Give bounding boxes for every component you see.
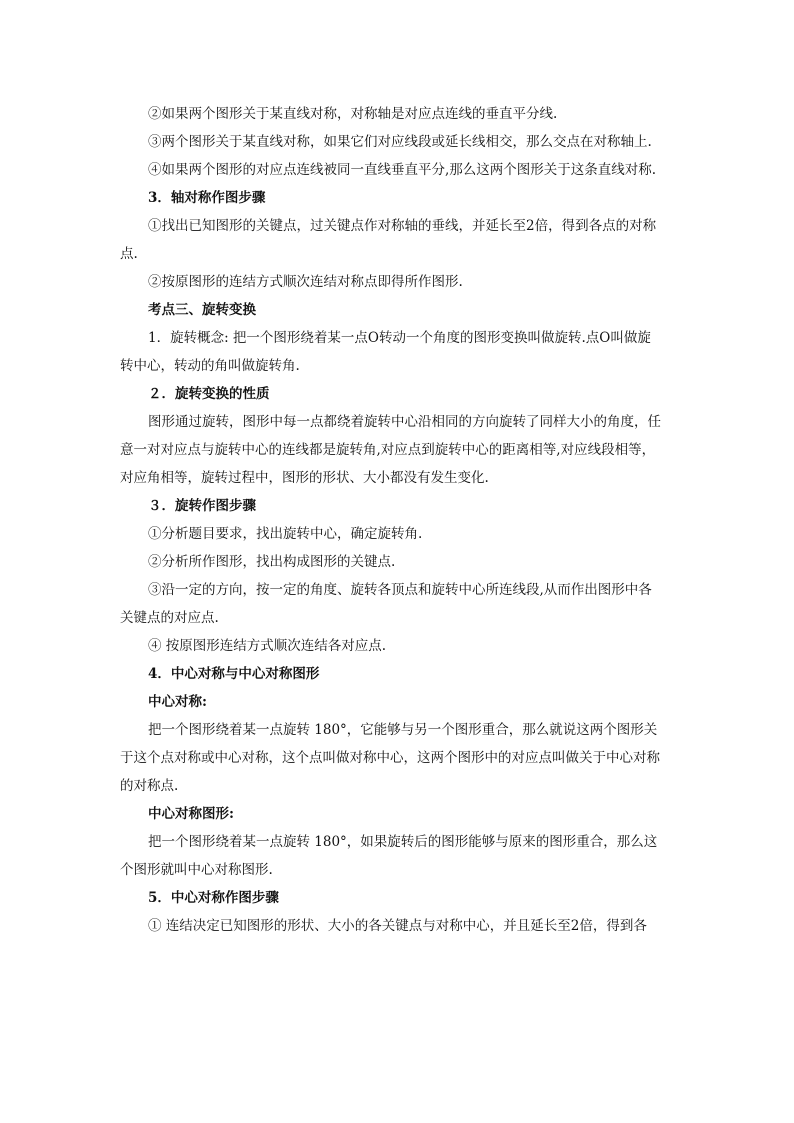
paragraph-line: ②分析所作图形，找出构成图形的关键点. (148, 554, 396, 570)
paragraph-line: 于这个点对称或中心对称，这个点叫做对称中心，这两个图形中的对应点叫做关于中心对称 (120, 750, 660, 766)
section-heading: ３．旋转作图步骤 (148, 498, 256, 514)
paragraph-line: ①分析题目要求，找出旋转中心，确定旋转角. (148, 526, 423, 542)
paragraph-line: 的对称点. (120, 778, 179, 794)
section-heading: ２．旋转变换的性质 (148, 386, 270, 402)
paragraph-line: ②按原图形的连结方式顺次连结对称点即得所作图形. (148, 274, 463, 290)
paragraph-line: 转中心，转动的角叫做旋转角. (120, 358, 300, 374)
paragraph-line: ③沿一定的方向，按一定的角度、旋转各顶点和旋转中心所连线段,从而作出图形中各 (148, 582, 652, 598)
topic-heading: 考点三、旋转变换 (148, 302, 256, 318)
subheading: 中心对称图形: (148, 806, 234, 822)
paragraph-line: 对应角相等，旋转过程中，图形的形状、大小都没有发生变化. (120, 470, 489, 486)
paragraph-line: 图形通过旋转，图形中每一点都绕着旋转中心沿相同的方向旋转了同样大小的角度，任 (148, 414, 661, 430)
paragraph-line: 个图形就叫中心对称图形. (120, 862, 273, 878)
paragraph-line: 意一对对应点与旋转中心的连线都是旋转角,对应点到旋转中心的距离相等,对应线段相等， (120, 442, 656, 458)
paragraph-line: ① 连结决定已知图形的形状、大小的各关键点与对称中心，并且延长至2倍，得到各 (148, 918, 647, 934)
paragraph-line: 1．旋转概念: 把一个图形绕着某一点O转动一个角度的图形变换叫做旋转.点O叫做旋 (148, 330, 651, 346)
paragraph-line: ④ 按原图形连结方式顺次连结各对应点. (148, 638, 387, 654)
paragraph-line: ②如果两个图形关于某直线对称，对称轴是对应点连线的垂直平分线. (148, 106, 558, 122)
paragraph-line: 点. (120, 246, 138, 262)
paragraph-line: 把一个图形绕着某一点旋转 180°，如果旋转后的图形能够与原来的图形重合，那么这 (148, 834, 658, 850)
paragraph-line: 把一个图形绕着某一点旋转 180°，它能够与另一个图形重合，那么就说这两个图形关 (148, 722, 658, 738)
paragraph-line: ①找出已知图形的关键点，过关键点作对称轴的垂线，并延长至2倍，得到各点的对称 (148, 218, 657, 234)
paragraph-line: ④如果两个图形的对应点连线被同一直线垂直平分,那么这两个图形关于这条直线对称. (148, 162, 657, 178)
section-heading: 3．轴对称作图步骤 (148, 190, 266, 206)
document-page (120, 100, 680, 940)
subheading: 中心对称: (148, 694, 207, 710)
section-heading: 4．中心对称与中心对称图形 (148, 666, 320, 682)
paragraph-line: ③两个图形关于某直线对称，如果它们对应线段或延长线相交，那么交点在对称轴上. (148, 134, 652, 150)
section-heading: 5．中心对称作图步骤 (148, 890, 279, 906)
paragraph-line: 关键点的对应点. (120, 610, 219, 626)
